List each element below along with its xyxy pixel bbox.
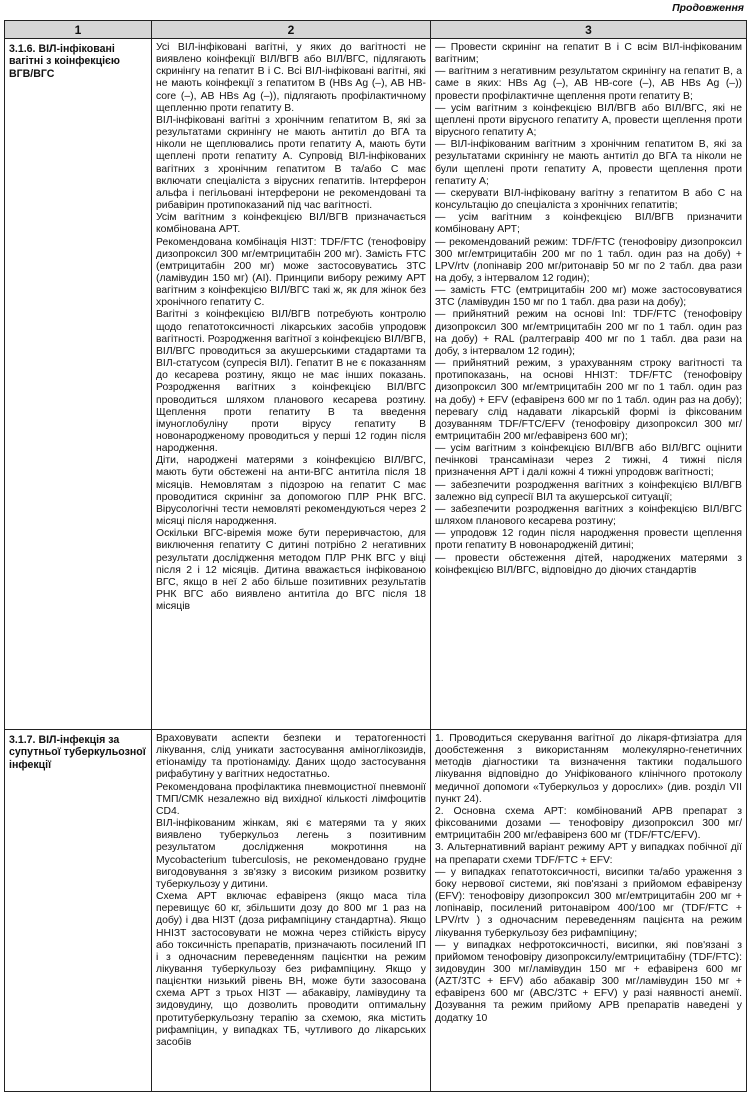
actions-cell [431, 730, 747, 1092]
list-item: — прийнятний режим, з урахуванням строку вагітності та протипоказань, на основі ННІЗТ: TDF/FTC (тенофовіру дизопроксил 300 мг/емтрицитабін 200 мг по 1 табл. один раз на добу) + EFV (ефавіренз 600 мг по 1 табл. один раз на добу); перевагу слід надавати лікарській формі із фіксованим дозуванням TDF/FTC/EFV (тенофовіру дизопроксил 300 мг/емтрицитабін 200 мг/ефавіренз 600 мг); [435, 358, 742, 442]
list-item: — упродовж 12 годин після народження провести щеплення проти гепатиту В новонародженій дитині; [435, 528, 742, 552]
list-item: — рекомендований режим: TDF/FTC (тенофовіру дизопроксил 300 мг/емтрицитабін 200 мг по 1 табл. один раз на добу) + LPV/rtv (лопінавір 200 мг/ритонавір 50 мг по 2 табл. два рази на добу, з інтервалом 12 годин); [435, 236, 742, 284]
list-item: — усім вагітним з коінфекцією ВІЛ/ВГВ призначити комбіновану АРТ; [435, 212, 742, 236]
list-item: 2. Основна схема АРТ: комбінований АРВ препарат з фіксованими дозами — тенофовіру дизопроксил 300 мг/емтрицитабін 200 мг/ефавіренз 600 мг (TDF/FTC/EFV). [435, 805, 742, 842]
column-header: 3 [431, 21, 747, 39]
list-item: — у випадках нефротоксичності, висипки, які пов'язані з прийомом тенофовіру дизопроксилу/емтрицитабіну (TDF/FTC): зидовудин 300 мг/ламівудин 150 мг + ефавіренз 600 мг (AZT/3TC + EFV) або абакавір 300 мг/ламівудин 150 мг + ефавіренз 600 мг (ABC/3TC + EFV) у разі наявності анемії. Дозування та режим прийому АРВ препаратів наведені у додатку 10 [435, 939, 742, 1024]
paragraph: ВІЛ-інфікованим жінкам, які є матерями та у яких виявлено туберкульоз легень з позитивним результатом дослідження мокротиння на Mycobacterium tuberculosis, не рекомендовано грудне вигодовування з зв'язку з високим ризиком розвитку туберкульозу у дитини. [156, 818, 426, 890]
paragraph: Діти, народжені матерями з коінфекцією ВІЛ/ВГС, мають бути обстежені на анти-ВГС антитіла після 18 місяців. Немовлятам з підозрою на гепатит С має проводитися скринінг за допомогою ПЛР РНК ВГС. Вірусологічні тести немовляті рекомендуються через 2 місяці після народження. [156, 455, 426, 528]
paragraph: Рекомендована комбінація НІЗТ: TDF/FTC (тенофовіру дизопроксил 300 мг/емтрицитабін 200 мг). Замість FTC (емтрицитабін 200 мг) може застосовуватись 3TC (ламівудин 150 мг) (AI). Принципи вибору режиму АРТ вагітним з коінфекцією ВІЛ/ВГС такі ж, як для жінок без хронічного гепатиту С. [156, 236, 426, 309]
paragraph: Враховувати аспекти безпеки и тератогенності лікування, слід уникати застосування аміноглікозидів, етіонаміду та протіонаміду. Даних щодо застосування рифабутину у вагітних недостатньо. [156, 733, 426, 781]
list-item: — вагітним з негативним результатом скринінгу на гепатит В, а саме в яких: HBs Ag (–), AB HB-core (–), AB HBs Ag (–)) провести профілактичне щеплення проти гепатиту В; [435, 66, 742, 102]
paragraph: Усім вагітним з коінфекцією ВІЛ/ВГВ призначається комбінована АРТ. [156, 212, 426, 236]
list-item: — скерувати ВІЛ-інфіковану вагітну з гепатитом В або С на консультацію до спеціаліста з хронічних гепатитів; [435, 187, 742, 212]
list-item: — замість FTC (емтрицитабін 200 мг) може застосовуватися 3TC (ламівудин 150 мг по 1 табл. два рази на добу); [435, 285, 742, 309]
paragraph: Усі ВІЛ-інфіковані вагітні, у яких до вагітності не виявлено коінфекції ВІЛ/ВГВ або ВІЛ/ВГС, підлягають скринінгу на гепатит В і С. Всі ВІЛ-інфіковані вагітні, які не мають коінфекції з гепатитом В (HBs Ag (–), AB HB-core (–), AB HBs Ag (–)), підлягають профілактичному щепленню проти гепатиту В. [156, 42, 426, 114]
column-header: 1 [5, 21, 152, 39]
protocol-table [4, 20, 747, 1092]
table-header-row [5, 21, 747, 39]
list-item: — прийнятний режим на основі InI: TDF/FTC (тенофовіру дизопроксил 300 мг/емтрицитабін 200 мг по 1 табл. один раз на добу) + RAL (ралтегравір 400 мг по 1 табл. два рази на добу, з інтервалом 12 годин); [435, 309, 742, 357]
list-item: — Провести скринінг на гепатит В і С всім ВІЛ-інфікованим вагітним; [435, 42, 742, 66]
list-item: 1. Проводиться скерування вагітної до лікаря-фтизіатра для дообстеження з використанням молекулярно-генетичних методів діагностики та визначення тактики подальшого лікування відповідно до Уніфікованого клінічного протоколу медичної допомоги «Туберкульоз у дорослих» (див. розділ VII пункт 24). [435, 733, 742, 805]
section-title: 3.1.6. ВІЛ-інфіковані вагітні з коінфекцією ВГВ/ВГС [5, 39, 152, 730]
paragraph: Схема АРТ включає ефавіренз (якщо маса тіла перевищує 60 кг, збільшити дозу до 800 мг 1 раз на добу) і два НІЗТ (доза рифампіцину стандартна). Якщо ННІЗТ застосовувати не можна через стійкість вірусу або токсичність препаратів, призначають посилений ІП і з одночасним переведенням пацієнтки на режим лікування туберкульозу без рифампіцину. Якщо у пацієнтки низький рівень ВН, може бути зазосована схема АРТ з трьох НІЗТ — абакавіру, ламівудину та зидовудину, що дозволить проводити оптимальну протитуберкульозну терапію за схемою, яка містить рифампіцин, у випадках ТБ, чутливого до лікарських засобів [156, 891, 426, 1048]
actions-cell [431, 39, 747, 730]
paragraph: Рекомендована профілактика пневмоцистної пневмонії ТМП/СМК незалежно від вихідної кількості лімфоцитів CD4. [156, 781, 426, 817]
list-item: — забезпечити розродження вагітних з коінфекцією ВІЛ/ВГС шляхом планового кесарева розтину; [435, 503, 742, 528]
table-row [5, 39, 747, 730]
paragraph: ВІЛ-інфіковані вагітні з хронічним гепатитом В, які за результатами скринінгу не мають антитіл до ВГА та ніколи не щеплювались проти гепатиту А, мають бути щеплені проти гепатиту А. Супровід ВІЛ-інфікованих вагітних з хронічним гепатитом В та/або С має включати спеціаліста з вірусних гепатитів. Інтерферон альфа і пегільовані інтерферони не рекомендовані та рибавірин протипоказаний під час вагітності. [156, 114, 426, 212]
continuation-label: Продовження [672, 2, 744, 14]
list-item: 3. Альтернативний варіант режиму АРТ у випадках побічної дії на препарати схеми TDF/FTC + EFV: [435, 842, 742, 866]
paragraph: Вагітні з коінфекцією ВІЛ/ВГВ потребують контролю щодо гепатотоксичності лікарських засобів упродовж вагітності. Розродження вагітної з коінфекцією ВІЛ/ВГВ, ВІЛ/ВГС проводиться за акушерськими стадартами та ВІЛ-статусом (супресія ВІЛ). Гепатит В не є показанням до кесарева розтину, якщо не має інших показань. Розродження вагітних з коінфекцією ВІЛ/ВГС проводиться шляхом планового кесарева розтину. Щеплення проти гепатиту В та введення імуноглобуліну проти вірусу гепатиту В новонародженому проводиться у перші 12 годин після народження. [156, 309, 426, 455]
list-item: — забезпечити розродження вагітних з коінфекцією ВІЛ/ВГВ залежно від супресії ВІЛ та акушерської ситуації; [435, 479, 742, 503]
list-item: — провести обстеження дітей, народжених матерями з коінфекцією ВІЛ/ВГС, відповідно до діючих стандартів [435, 552, 742, 576]
list-item: — у випадках гепатотоксичності, висипки та/або ураження з боку нервової системи, які пов'язані з прийомом ефавірензу (EFV): тенофовіру дизопроксил 300 мг/емтрицитабін 200 мг + лопінавір, посилений ритонавіром 400/100 мг (TDF/FTC + LPV/rtv ) з одночасним переведенням пацієнта на режим лікування туберкульозу без рифампіцину; [435, 866, 742, 939]
description-cell [152, 39, 431, 730]
list-item: — усім вагітним з коінфекцією ВІЛ/ВГВ або ВІЛ/ВГС оцінити печінкові трансамінази через 2 тижні, 4 тижні після призначення АРТ і далі кожні 4 тижні упродовж вагітності; [435, 443, 742, 479]
list-item: — усім вагітним з коінфекцією ВІЛ/ВГВ або ВІЛ/ВГС, які не щеплені проти вірусного гепатиту А, провести щеплення проти вірусного гепатиту А; [435, 102, 742, 139]
table-row [5, 730, 747, 1092]
description-cell [152, 730, 431, 1092]
section-title: 3.1.7. ВІЛ-інфекція за супутньої туберкульозної інфекції [5, 730, 152, 1092]
list-item: — ВІЛ-інфікованим вагітним з хронічним гепатитом В, які за результатами скринінгу не мають антитіл до ВГА та ніколи не були щеплені проти гепатиту А, провести щеплення проти гепатиту А; [435, 139, 742, 187]
paragraph: Оскільки ВГС-віремія може бути переривчастою, для виключення гепатиту С дитині потрібно 2 негативних результати дослідження методом ПЛР РНК ВГС у віці після 2 і 12 місяців. Дитина вважається інфікованою ВГС, якщо в неї 2 або більше позитивних результатів РНК ВГС або виявлено антитіла до ВГС після 18 місяців [156, 528, 426, 613]
column-header: 2 [152, 21, 431, 39]
